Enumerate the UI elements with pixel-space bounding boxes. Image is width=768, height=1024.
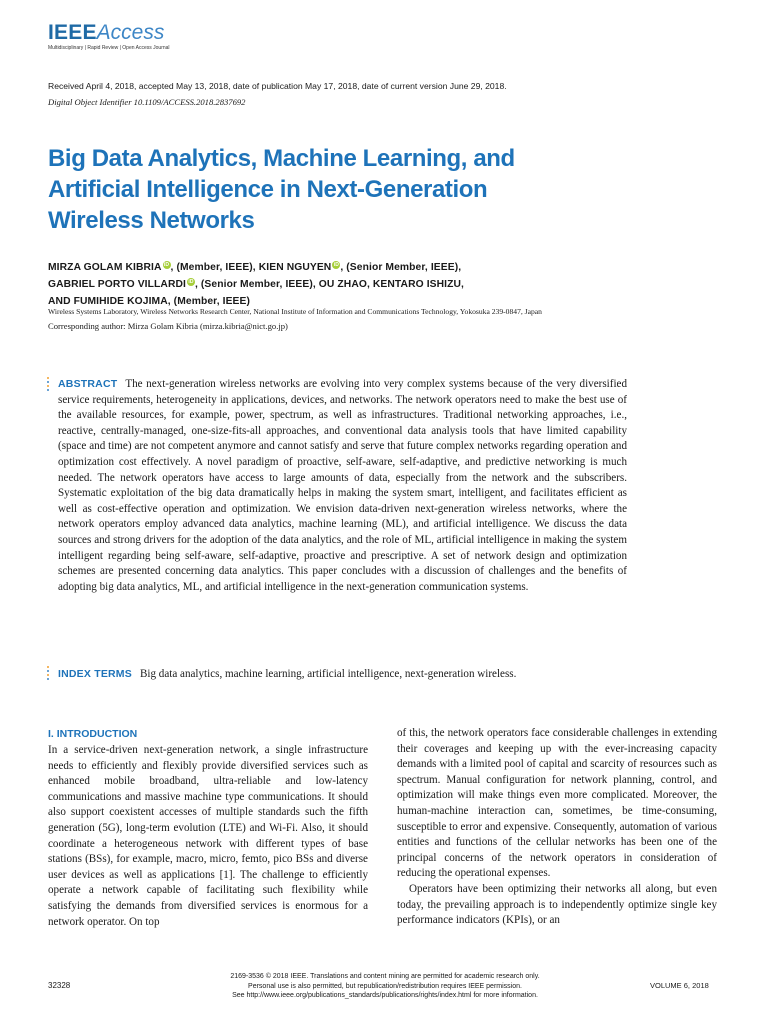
copyright-notice [190, 972, 580, 1001]
section-heading: I. INTRODUCTION [48, 728, 138, 740]
orcid-icon[interactable]: iD [333, 262, 339, 268]
journal-logo [48, 22, 170, 51]
author-name: AND FUMIHIDE KOJIMA, (Member, IEEE) [48, 296, 251, 307]
page-number: 32328 [48, 981, 71, 990]
left-column [48, 727, 368, 930]
orcid-icon[interactable]: iD [163, 262, 170, 268]
decorative-dots-icon [47, 666, 50, 682]
decorative-dots-icon [47, 377, 50, 393]
orcid-icon[interactable]: iD [188, 279, 194, 285]
publication-dates: Received April 4, 2018, accepted May 13, 2018, date of publication May 17, 2018, date of current version June 29, 2018. [48, 81, 507, 91]
title-line: Wireless Networks [48, 207, 255, 234]
logo-access: Access [96, 21, 165, 44]
paragraph: of this, the network operators face considerable challenges in extending their coverages and keeping up with the ever-increasing capacity demands with a limited pool of capital and scarcity of resources such as spectrum. Manual configuration for network planning, control, and optimization will make things even more complicated. Moreover, the human-machine interaction can, sometimes, be time-consuming, susceptible to error and expensive. Consequently, automation of various entities and functions of the cellular networks has been one of the principal concerns of the network operators in consideration of reducing the operational expenses. [397, 727, 717, 880]
paragraph: In a service-driven next-generation network, a single infrastructure needs to efficiently and flexibly provide diversified services such as enhanced mobile broadband, ultra-reliable and low-latency communications and massive machine type communications. It should also support coexistent accesses of multiple standards such the fifth generation (5G), long-term evolution (LTE) and Wi-Fi. Also, it should coordinate a heterogeneous network with different types of base stations (BSs), for example, macro, micro, femto, pico BSs and diverse user devices as well as applications [1]. The challenge to efficiently operate a network capable of facilitating such flexibility while satisfying the demands from diversified services is enormous for a network operator. On top [48, 744, 368, 928]
paragraph: Operators have been optimizing their networks all along, but even today, the prevailing approach is to independently optimize single key performance indicators (KPIs), or an [397, 882, 717, 927]
index-terms-heading: INDEX TERMS [58, 668, 132, 680]
copyright-line[interactable]: See http://www.ieee.org/publications_standards/publications/rights/index.html for more information. [232, 992, 538, 999]
copyright-line: 2169-3536 © 2018 IEEE. Translations and content mining are permitted for academic research only. [230, 973, 540, 980]
paper-title [48, 143, 608, 236]
abstract-heading: ABSTRACT [58, 378, 118, 390]
abstract-text: The next-generation wireless networks are evolving into very complex systems because of the very diversified service requirements, heterogeneity in applications, devices, and networks. The network operators need to make the best use of the available resources, for example, power, spectrum, as well as infrastructures. Traditional networking approaches, i.e., reactive, centrally-managed, one-size-fits-all approaches, and conventional data analysis tools that have limited capability (space and time) are not competent anymore and cannot satisfy and serve that future complex networks regarding operation and optimization cost effectively. A novel paradigm of proactive, self-aware, self-adaptive, and predictive networking is much needed. The network operators have access to large amounts of data, especially from the network and the subscribers. Systematic exploitation of the big data dramatically helps in making the system smart, intelligent, and facilitates efficient as well as cost-effective operation and optimization. We envision data-driven next-generation wireless networks, where the network operators employ advanced data analytics, machine learning (ML), and artificial intelligence. We discuss the data sources and strong drivers for the adoption of the data analytics, and the role of ML, artificial intelligence in making the system intelligent regarding being self-aware, self-adaptive, proactive and prescriptive. A set of network design and optimization schemes are presented concerning data analytics. This paper concludes with a discussion of challenges and the benefits of adopting big data analytics, ML, and artificial intelligence in the next-generation communication systems. [58, 378, 627, 593]
volume-label: VOLUME 6, 2018 [650, 981, 709, 990]
author-list [48, 259, 608, 310]
abstract [58, 377, 627, 595]
author-name: MIRZA GOLAM KIBRIA [48, 262, 162, 273]
copyright-line: Personal use is also permitted, but republication/redistribution requires IEEE permission. [248, 982, 522, 990]
title-line: Big Data Analytics, Machine Learning, and [48, 145, 515, 172]
index-terms-text: Big data analytics, machine learning, artificial intelligence, next-generation wireless. [139, 668, 517, 680]
index-terms [58, 667, 627, 682]
author-name: GABRIEL PORTO VILLARDI [48, 279, 186, 290]
affiliation: Wireless Systems Laboratory, Wireless Networks Research Center, National Institute of Information and Communications Technology, Yokosuka 239-0847, Japan [48, 307, 542, 316]
author-role: , (Member, IEEE), KIEN NGUYEN [170, 262, 332, 273]
doi: Digital Object Identifier 10.1109/ACCESS.2018.2837692 [48, 97, 246, 107]
title-line: Artificial Intelligence in Next-Generation [48, 176, 488, 203]
logo-ieee: IEEE [48, 21, 97, 44]
author-role: , (Senior Member, IEEE), [340, 262, 462, 273]
author-role: , (Senior Member, IEEE), OU ZHAO, KENTARO ISHIZU, [194, 279, 465, 290]
corresponding-author: Corresponding author: Mirza Golam Kibria (mirza.kibria@nict.go.jp) [48, 321, 288, 331]
logo-tagline: Multidisciplinary | Rapid Review | Open Access Journal [48, 45, 170, 51]
right-column [397, 726, 717, 929]
